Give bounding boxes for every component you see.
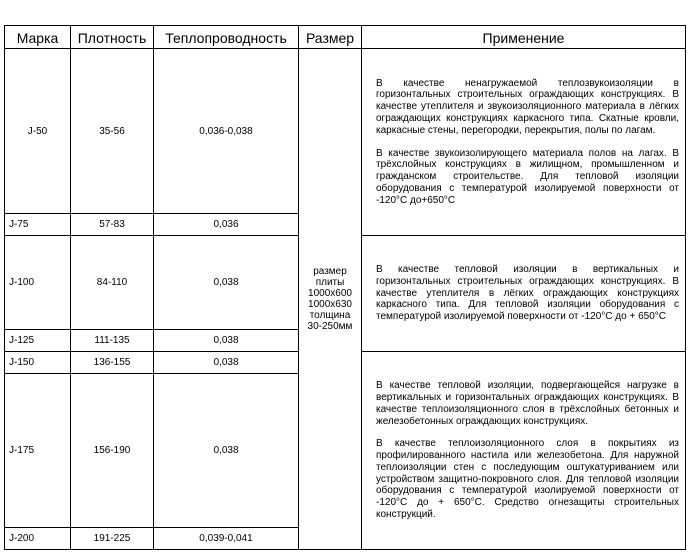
usage-cell <box>362 236 686 352</box>
mark-cell: J-75 <box>5 214 71 236</box>
mark-cell: J-200 <box>5 528 71 550</box>
size-line: 30-250мм <box>307 321 353 332</box>
usage-paragraph: В качестве ненагружаемой теплозвукоизоляции в горизонтальных строительных ограждающих конструкциях. В качестве утеплителя и звукоизоляционного материала в лёгких ограждающих конструкциях каркасного типа. Скатные кровли, каркасные стены, перегородки, перекрытия, полы по лагам. <box>376 77 679 136</box>
density-cell: 136-155 <box>71 352 154 374</box>
size-line: 1000x600 <box>308 288 352 299</box>
conductivity-cell: 0,036 <box>154 214 299 236</box>
size-cell <box>299 49 362 550</box>
header-usage: Применение <box>362 26 686 49</box>
usage-paragraph: В качестве теплоизоляционного слоя в покрытиях из профилированного настила или железобетона. Для наружной теплоизоляции стен с последующим оштукатуриванием или устройством защитно-покровного слоя. Для тепловой изоляции оборудования с температурой изолируемой поверхности от -120°С до + 650°С. Средство огнезащиты строительных конструкций. <box>376 438 679 521</box>
usage-paragraph: В качестве звукоизолирующего материала полов на лагах. В трёхслойных конструкциях в жилищном, промышленном и гражданском строительстве. Для тепловой изоляции оборудования с температурой изолируемой поверхности от -120°С до+650°С <box>376 147 679 206</box>
density-cell: 57-83 <box>71 214 154 236</box>
usage-paragraph: В качестве тепловой изоляции, подвергающейся нагрузке в вертикальных и горизонтальных ограждающих конструкциях. В качестве теплоизоляционного слоя в трёхслойных бетонных и железобетонных ограждающих конструкциях. <box>376 380 679 427</box>
table-row <box>5 49 686 214</box>
header-size: Размер <box>299 26 362 49</box>
usage-cell <box>362 352 686 550</box>
mark-cell: J-175 <box>5 374 71 528</box>
conductivity-cell: 0,038 <box>154 352 299 374</box>
density-cell: 35-56 <box>71 49 154 214</box>
size-line: плиты <box>315 277 345 288</box>
mark-cell: J-150 <box>5 352 71 374</box>
conductivity-cell: 0,038 <box>154 236 299 330</box>
specs-table <box>4 25 686 550</box>
mark-cell: J-125 <box>5 330 71 352</box>
header-row <box>5 26 686 49</box>
usage-paragraph: В качестве тепловой изоляции в вертикальных и горизонтальных строительных ограждающих конструкциях. В качестве утеплителя в лёгких ограждающих конструкциях каркасного типа. Для тепловой изоляции оборудования с температурой изолируемой поверхности от -120°С до + 650°С <box>376 264 679 323</box>
header-conductivity: Теплопроводность <box>154 26 299 49</box>
density-cell: 111-135 <box>71 330 154 352</box>
usage-cell <box>362 49 686 236</box>
conductivity-cell: 0,036-0,038 <box>154 49 299 214</box>
size-line: толщина <box>309 310 351 321</box>
size-line: размер <box>313 266 347 277</box>
conductivity-cell: 0,038 <box>154 374 299 528</box>
density-cell: 191-225 <box>71 528 154 550</box>
header-mark: Марка <box>5 26 71 49</box>
size-line: 1000x630 <box>308 299 352 310</box>
conductivity-cell: 0,038 <box>154 330 299 352</box>
mark-cell: J-100 <box>5 236 71 330</box>
density-cell: 156-190 <box>71 374 154 528</box>
mark-cell: J-50 <box>5 49 71 214</box>
conductivity-cell: 0,039-0,041 <box>154 528 299 550</box>
density-cell: 84-110 <box>71 236 154 330</box>
header-density: Плотность <box>71 26 154 49</box>
